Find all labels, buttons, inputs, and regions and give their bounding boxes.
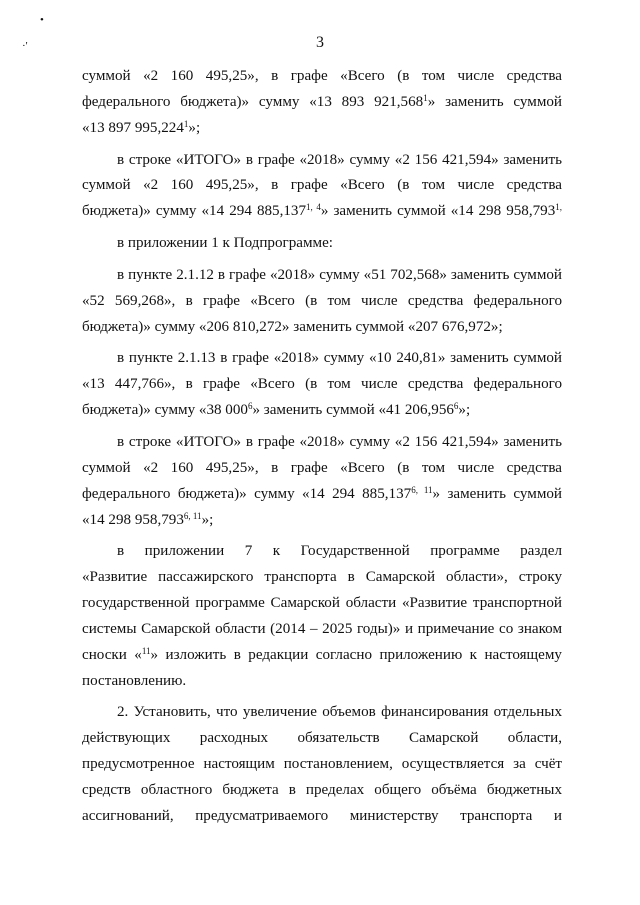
text-line	[82, 456, 562, 482]
text-line	[82, 726, 562, 752]
text-segment: средств областного бюджета в пределах общего объёма бюджетных	[82, 781, 562, 798]
text-line	[82, 778, 562, 804]
text-line	[82, 643, 562, 669]
text-segment: суммой «2 160 495,25», в графе «Всего (в том числе средства	[82, 459, 562, 476]
footnote-ref: 1	[423, 92, 428, 103]
footnote-ref: 6	[453, 401, 459, 412]
scan-mark: •	[40, 14, 44, 26]
text-segment: действующих расходных обязательств Самарской области,	[82, 730, 562, 747]
text-segment: »;	[201, 511, 214, 528]
text-segment: бюджета)» сумму «38 000	[82, 402, 248, 419]
text-line	[82, 289, 562, 315]
text-line	[82, 508, 562, 534]
footnote-ref: 6, 11	[411, 484, 433, 495]
scan-mark: ·'	[22, 40, 28, 52]
text-line	[82, 539, 562, 565]
text-segment: в строке «ИТОГО» в графе «2018» сумму «2 156 421,594» заменить	[117, 433, 562, 450]
footnote-ref: 11	[141, 645, 151, 656]
text-line	[82, 617, 562, 643]
text-segment: «13 897 995,224	[82, 119, 184, 136]
text-segment: в приложении 1 к Подпрограмме:	[117, 235, 333, 252]
text-line	[82, 669, 562, 695]
text-segment: в строке «ИТОГО» в графе «2018» сумму «2 156 421,594» заменить	[117, 151, 562, 168]
text-segment: в приложении 7 к Государственной программе раздел	[117, 543, 562, 560]
text-line	[82, 804, 562, 830]
text-segment: суммой «2 160 495,25», в графе «Всего (в том числе средства	[82, 177, 562, 194]
text-line	[82, 148, 562, 174]
text-line	[82, 482, 562, 508]
text-segment: » заменить суммой «41 206,956	[252, 402, 454, 419]
text-segment: » изложить в редакции согласно приложению к настоящему	[150, 646, 562, 663]
text-segment: федерального бюджета)» сумму «13 893 921,568	[82, 93, 424, 110]
text-segment: бюджета)» сумму «14 294 885,137	[82, 203, 307, 220]
footnote-ref: 6, 11	[183, 510, 202, 521]
text-segment: постановлению.	[82, 672, 187, 689]
footnote-ref: 6	[247, 401, 253, 412]
text-line	[82, 372, 562, 398]
text-segment: ассигнований, предусматриваемого министерству транспорта и	[82, 807, 562, 824]
text-segment: «14 298 958,793	[82, 511, 184, 528]
text-line	[82, 173, 562, 199]
text-line	[82, 199, 562, 225]
text-segment: бюджета)» сумму «206 810,272» заменить суммой «207 676,972»;	[82, 318, 503, 335]
text-line	[82, 398, 562, 424]
text-segment: в пункте 2.1.12 в графе «2018» сумму «51 702,568» заменить суммой	[117, 266, 562, 283]
text-line	[82, 430, 562, 456]
text-segment: » заменить суммой	[432, 485, 562, 502]
text-segment: «Развитие пассажирского транспорта в Самарской области», строку	[82, 569, 562, 586]
text-segment: «52 569,268», в графе «Всего (в том числе средства федерального	[82, 292, 562, 309]
text-line	[82, 64, 562, 90]
text-segment: суммой «2 160 495,25», в графе «Всего (в том числе средства	[82, 68, 562, 84]
text-line	[82, 752, 562, 778]
footnote-ref: 1,	[555, 202, 562, 213]
page-number: 3	[316, 34, 324, 51]
text-segment: 2. Установить, что увеличение объемов финансирования отдельных	[117, 704, 562, 721]
text-line	[82, 591, 562, 617]
text-segment: федерального бюджета)» сумму «14 294 885,137	[82, 485, 412, 502]
text-segment: предусмотренное настоящим постановлением, осуществляется за счёт	[82, 756, 562, 773]
text-segment: системы Самарской области (2014 – 2025 годы)» и примечание со знаком	[82, 620, 562, 637]
text-line	[82, 116, 562, 142]
text-segment: »;	[188, 119, 201, 136]
text-line	[82, 700, 562, 726]
text-line	[82, 346, 562, 372]
text-line	[82, 315, 562, 341]
text-segment: государственной программе Самарской области «Развитие транспортной	[82, 595, 562, 612]
text-line	[82, 565, 562, 591]
text-segment: » заменить суммой	[427, 93, 562, 110]
text-segment: »;	[458, 402, 471, 419]
text-segment: в пункте 2.1.13 в графе «2018» сумму «10 240,81» заменить суммой	[117, 350, 562, 367]
text-segment: сноски «	[82, 646, 142, 663]
text-segment: «13 447,766», в графе «Всего (в том числе средства федерального	[82, 376, 562, 393]
text-line	[82, 90, 562, 116]
text-segment: » заменить суммой «14 298 958,793	[320, 203, 556, 220]
document-body	[82, 64, 562, 830]
footnote-ref: 1	[183, 118, 189, 129]
text-line	[82, 263, 562, 289]
text-line	[82, 231, 562, 257]
footnote-ref: 1, 4	[306, 202, 321, 213]
